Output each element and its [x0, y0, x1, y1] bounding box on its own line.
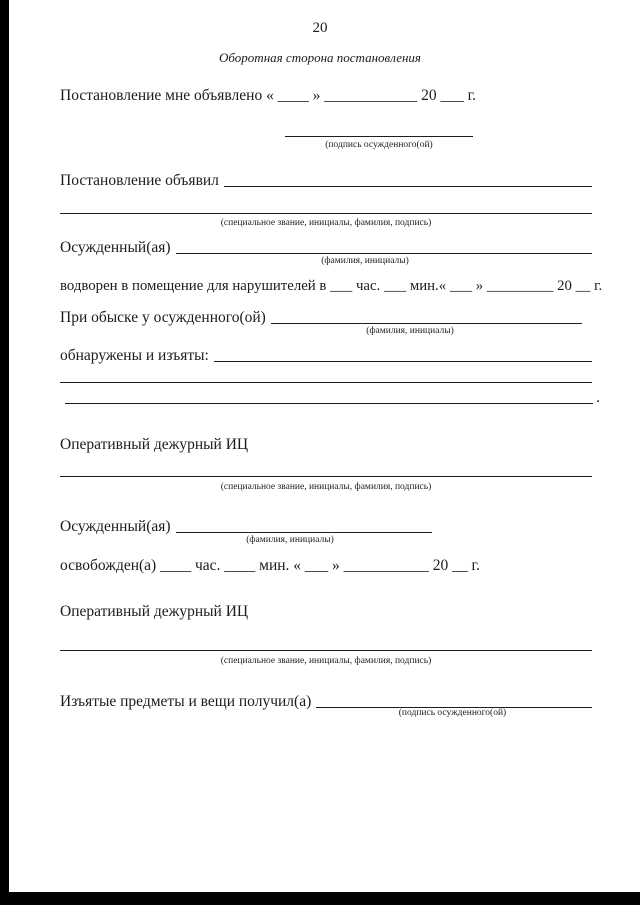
convict-row-1 — [60, 238, 592, 257]
scan-border-left — [0, 0, 9, 905]
convict-signature-caption: (подпись осужденного(ой) — [398, 708, 507, 718]
placed-in-cell-line: водворен в помещение для нарушителей в ___ час. ___ мин.« ___ » _________ 20 __ г. — [60, 278, 603, 294]
name-initials-caption: (фамилия, инициалы) — [321, 256, 409, 266]
blank-line — [60, 462, 592, 477]
found-label: обнаружены и изъяты: — [60, 347, 209, 364]
blank-line — [171, 517, 432, 536]
rank-name-signature-caption: (специальное звание, инициалы, фамилия, подпись) — [220, 482, 432, 492]
blank-line — [219, 171, 592, 190]
convict-signature-caption: (подпись осужденного(ой) — [325, 140, 433, 150]
blank-line — [209, 346, 592, 365]
blank-line — [60, 199, 592, 214]
page-number: 20 — [312, 20, 328, 36]
rank-name-signature-caption: (специальное звание, инициалы, фамилия, подпись) — [220, 656, 432, 666]
blank-line — [60, 636, 592, 651]
blank-line — [60, 388, 593, 407]
blank-line-row — [60, 388, 600, 407]
announced-by-row — [60, 171, 592, 190]
released-line: освобожден(а) ____ час. ____ мин. « ___ » ___________ 20 __ г. — [60, 557, 481, 574]
convict-row-2 — [60, 517, 432, 536]
announced-by-label: Постановление объявил — [60, 172, 219, 189]
trailing-period: . — [596, 389, 600, 406]
name-initials-caption: (фамилия, инициалы) — [246, 535, 334, 545]
scan-border-bottom — [0, 892, 640, 905]
name-initials-caption: (фамилия, инициалы) — [366, 326, 454, 336]
blank-line — [60, 368, 592, 383]
blank-line — [266, 308, 582, 327]
announced-to-me-line: Постановление мне объявлено « ____ » ____________ 20 ___ г. — [60, 87, 477, 104]
search-label: При обыске у осужденного(ой) — [60, 309, 266, 326]
items-received-label: Изъятые предметы и вещи получил(а) — [60, 693, 312, 710]
duty-officer-label: Оперативный дежурный ИЦ — [60, 436, 249, 453]
convict-signature-line — [285, 122, 473, 137]
search-row — [60, 308, 582, 327]
rank-name-signature-caption: (специальное звание, инициалы, фамилия, подпись) — [220, 218, 432, 228]
convict-label: Осужденный(ая) — [60, 239, 171, 256]
form-heading: Оборотная сторона постановления — [219, 50, 421, 65]
duty-officer-label: Оперативный дежурный ИЦ — [60, 603, 249, 620]
blank-line — [171, 238, 592, 257]
found-row — [60, 346, 592, 365]
convict-label: Осужденный(ая) — [60, 518, 171, 535]
